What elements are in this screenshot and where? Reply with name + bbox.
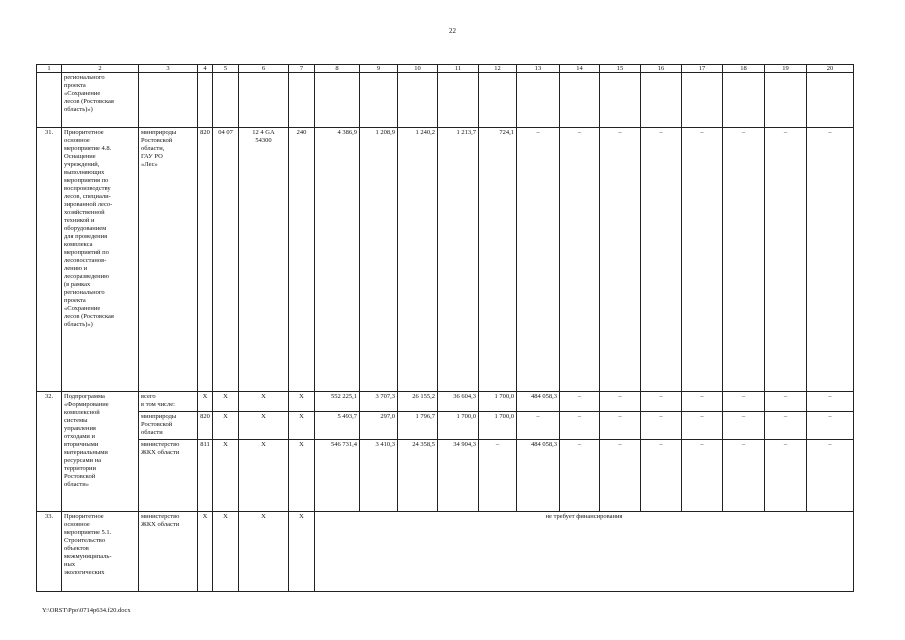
col-header: 3 xyxy=(139,65,198,73)
cell: – xyxy=(807,128,854,392)
row-name: Подпрограмма «Формирование комплексной системы управления отходами и вторичными материальными ресурсами на территории Ростовской области» xyxy=(62,392,139,512)
file-path-footer: Y:\ORST\Ppo\0714p634.f20.docx xyxy=(42,607,131,614)
cell: – xyxy=(723,392,765,412)
cell: – xyxy=(765,412,807,440)
cell: 811 xyxy=(198,440,213,512)
cell: 04 07 xyxy=(213,128,239,392)
table-row xyxy=(37,440,854,512)
cell: – xyxy=(600,412,641,440)
cell: 240 xyxy=(289,128,315,392)
executor: министерство ЖКХ области xyxy=(139,440,198,512)
cell: 4 386,9 xyxy=(315,128,360,392)
cell: X xyxy=(289,412,315,440)
table-row xyxy=(37,512,854,592)
cell: – xyxy=(600,392,641,412)
cell: 12 4 GA 54300 xyxy=(239,128,289,392)
col-header: 18 xyxy=(723,65,765,73)
cell: 552 225,1 xyxy=(315,392,360,412)
col-header: 10 xyxy=(398,65,438,73)
cell: X xyxy=(239,440,289,512)
cell: 724,1 xyxy=(479,128,517,392)
row-name: регионального проекта «Сохранение лесов (Ростовская область)») xyxy=(62,73,139,128)
cell: – xyxy=(682,128,723,392)
cell: – xyxy=(723,128,765,392)
cell: – xyxy=(765,392,807,412)
cell: – xyxy=(517,412,560,440)
cell: X xyxy=(213,392,239,412)
cell: – xyxy=(682,392,723,412)
col-header: 8 xyxy=(315,65,360,73)
table-row xyxy=(37,392,854,412)
col-header: 13 xyxy=(517,65,560,73)
cell: X xyxy=(289,512,315,592)
cell: – xyxy=(807,440,854,512)
cell: 297,0 xyxy=(360,412,398,440)
cell: 34 904,3 xyxy=(438,440,479,512)
cell: 5 493,7 xyxy=(315,412,360,440)
table-row xyxy=(37,73,854,128)
col-header: 20 xyxy=(807,65,854,73)
col-header: 19 xyxy=(765,65,807,73)
cell: X xyxy=(213,512,239,592)
cell: 820 xyxy=(198,128,213,392)
cell: 546 731,4 xyxy=(315,440,360,512)
col-header: 16 xyxy=(641,65,682,73)
cell: – xyxy=(807,412,854,440)
cell: X xyxy=(198,512,213,592)
cell: 1 796,7 xyxy=(398,412,438,440)
cell: X xyxy=(239,512,289,592)
table-row xyxy=(37,128,854,392)
cell: – xyxy=(641,440,682,512)
cell: 3 410,3 xyxy=(360,440,398,512)
table-row xyxy=(37,412,854,440)
col-header: 17 xyxy=(682,65,723,73)
cell: X xyxy=(289,440,315,512)
cell: 1 700,0 xyxy=(479,412,517,440)
col-header: 4 xyxy=(198,65,213,73)
cell: – xyxy=(641,392,682,412)
cell: – xyxy=(765,128,807,392)
cell: – xyxy=(517,128,560,392)
cell: – xyxy=(641,128,682,392)
cell: X xyxy=(239,412,289,440)
cell: X xyxy=(213,440,239,512)
header-row xyxy=(37,65,854,73)
cell: 484 058,3 xyxy=(517,440,560,512)
cell: 1 700,0 xyxy=(438,412,479,440)
row-number: 33. xyxy=(37,512,62,592)
cell: – xyxy=(600,440,641,512)
col-header: 14 xyxy=(560,65,600,73)
cell: X xyxy=(198,392,213,412)
col-header: 11 xyxy=(438,65,479,73)
cell: – xyxy=(479,440,517,512)
executor: всего в том числе: xyxy=(139,392,198,412)
cell: – xyxy=(600,128,641,392)
executor: минприроды Ростовской области, ГАУ РО «Лес» xyxy=(139,128,198,392)
cell: – xyxy=(560,128,600,392)
row-name: Приоритетное основное мероприятие 4.8. Оснащение учреждений, выполняющих мероприятия по воспроизводству лесов, специали- зированной лесо- хозяйственной техникой и оборудованием для проведения комплекса мероприятий по лесовосстанов- лению и лесоразведению (в рамках регионального проекта «Сохранение лесов (Ростовская область)») xyxy=(62,128,139,392)
cell: – xyxy=(807,392,854,412)
cell: 24 358,5 xyxy=(398,440,438,512)
page-number: 22 xyxy=(449,27,456,35)
cell: – xyxy=(560,440,600,512)
row-name: Приоритетное основное мероприятие 5.1. Строительство объектов межмуниципаль- ных экологических xyxy=(62,512,139,592)
cell: 1 700,0 xyxy=(479,392,517,412)
row-number: 31. xyxy=(37,128,62,392)
cell: 36 604,3 xyxy=(438,392,479,412)
funding-note: не требует финансирования xyxy=(315,512,854,592)
row-number: 32. xyxy=(37,392,62,512)
col-header: 6 xyxy=(239,65,289,73)
col-header: 12 xyxy=(479,65,517,73)
cell: X xyxy=(239,392,289,412)
cell: – xyxy=(560,412,600,440)
cell: 1 208,9 xyxy=(360,128,398,392)
cell: – xyxy=(682,412,723,440)
cell: – xyxy=(723,412,765,440)
col-header: 1 xyxy=(37,65,62,73)
cell: 1 213,7 xyxy=(438,128,479,392)
cell: – xyxy=(682,440,723,512)
cell: 820 xyxy=(198,412,213,440)
cell: 3 707,3 xyxy=(360,392,398,412)
cell: – xyxy=(641,412,682,440)
col-header: 15 xyxy=(600,65,641,73)
cell: 26 155,2 xyxy=(398,392,438,412)
cell: – xyxy=(723,440,765,512)
executor: минприроды Ростовской области xyxy=(139,412,198,440)
col-header: 2 xyxy=(62,65,139,73)
cell: – xyxy=(560,392,600,412)
col-header: 9 xyxy=(360,65,398,73)
col-header: 7 xyxy=(289,65,315,73)
executor: министерство ЖКХ области xyxy=(139,512,198,592)
cell: X xyxy=(289,392,315,412)
budget-table xyxy=(36,64,854,592)
cell: 1 240,2 xyxy=(398,128,438,392)
cell: X xyxy=(213,412,239,440)
cell: 484 058,3 xyxy=(517,392,560,412)
cell: – xyxy=(765,440,807,512)
col-header: 5 xyxy=(213,65,239,73)
